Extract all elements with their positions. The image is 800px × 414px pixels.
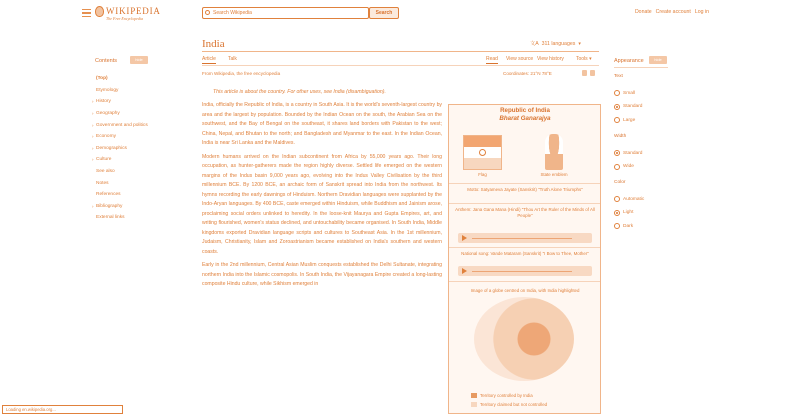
lock-icon[interactable] — [590, 70, 595, 76]
chevron-right-icon[interactable]: › — [92, 111, 94, 117]
language-count: 311 languages — [541, 40, 576, 47]
toc-item-label: Geography — [96, 111, 120, 117]
appearance-title: Appearance — [614, 58, 644, 64]
appearance-option-label: Wide — [623, 164, 634, 169]
chevron-right-icon[interactable]: › — [92, 145, 94, 151]
toc-item-label: (Top) — [96, 76, 108, 82]
appearance-section-title: Text — [614, 74, 623, 79]
toc-item-label: References — [96, 192, 121, 198]
tab-article[interactable]: Article — [202, 56, 216, 62]
toc-item-label: Notes — [96, 180, 109, 186]
hatnote: This article is about the country. For other uses, see India (disambiguation). — [213, 89, 386, 95]
radio-icon[interactable] — [614, 164, 620, 170]
appearance-option[interactable] — [614, 104, 642, 110]
appearance-hide-button[interactable]: hide — [649, 56, 667, 64]
infobox-heading: Republic of India Bharat Ganarajya — [499, 107, 551, 122]
legend-swatch — [471, 393, 477, 398]
appearance-option[interactable] — [614, 150, 642, 156]
toc-item-label: History — [96, 99, 111, 105]
toc-item[interactable] — [92, 166, 182, 178]
emblem-caption[interactable]: State emblem — [540, 172, 568, 177]
chevron-right-icon[interactable]: › — [92, 99, 94, 105]
appearance-option-label: Small — [623, 90, 635, 96]
flag-caption[interactable]: Flag — [478, 172, 487, 177]
donate-link[interactable]: Donate — [634, 9, 652, 15]
infobox-divider — [449, 281, 600, 282]
tab-read[interactable]: Read — [486, 56, 498, 62]
chevron-down-icon: ▾ — [578, 40, 581, 47]
ashoka-chakra-icon — [479, 149, 486, 156]
title-divider — [202, 51, 599, 52]
table-of-contents — [92, 73, 182, 224]
appearance-option-label: Light — [623, 210, 634, 215]
toc-item[interactable] — [92, 96, 182, 108]
toc-item[interactable] — [92, 201, 182, 213]
infobox-divider — [449, 247, 600, 248]
play-icon — [462, 268, 467, 274]
chevron-right-icon[interactable]: › — [92, 134, 94, 140]
toc-item[interactable] — [92, 189, 182, 201]
main-menu-icon[interactable] — [82, 9, 91, 17]
toc-item[interactable] — [92, 108, 182, 120]
radio-icon[interactable] — [614, 104, 620, 110]
infobox-divider — [449, 203, 600, 204]
infobox-divider — [449, 183, 600, 184]
appearance-option[interactable] — [614, 164, 634, 170]
toc-item-label: Bibliography — [96, 203, 123, 209]
toc-item[interactable] — [92, 85, 182, 97]
site-subtitle: From Wikipedia, the free encyclopedia — [202, 71, 281, 76]
coordinates[interactable]: Coordinates: 21°N 78°E — [503, 71, 552, 76]
toc-item-label: Economy — [96, 134, 116, 140]
toc-item[interactable] — [92, 154, 182, 166]
appearance-option[interactable] — [614, 223, 633, 229]
state-emblem-image[interactable] — [545, 134, 563, 170]
appearance-option-label: Large — [623, 117, 636, 123]
appearance-option-label: Dark — [623, 223, 634, 229]
motto: Motto: Satyameva Jayate (Sanskrit) "Truth Alone Triumphs" — [467, 187, 583, 192]
search-icon — [205, 10, 210, 15]
appearance-divider — [614, 67, 668, 68]
page-title: India — [202, 38, 225, 50]
tab-talk[interactable]: Talk — [228, 56, 237, 62]
audio-progress — [472, 238, 572, 239]
search-button[interactable]: Search — [369, 7, 399, 19]
translate-icon: 文A — [530, 41, 539, 47]
toc-hide-button[interactable]: hide — [130, 56, 148, 64]
page-status-icons — [582, 70, 595, 76]
globe-icon[interactable] — [582, 70, 587, 76]
location-globe-map[interactable] — [474, 297, 574, 381]
toc-item[interactable] — [92, 143, 182, 155]
toc-item-label: External links — [96, 215, 125, 221]
log-in-link[interactable]: Log in — [694, 9, 709, 15]
toc-item[interactable] — [92, 131, 182, 143]
radio-icon[interactable] — [614, 210, 620, 216]
appearance-option-label: Standard — [623, 104, 643, 109]
wikipedia-wordmark[interactable]: WIKIPEDIA — [106, 6, 161, 16]
tab-tools[interactable]: Tools ▾ — [576, 56, 592, 62]
search-input[interactable] — [213, 8, 363, 18]
toc-item[interactable] — [92, 212, 182, 224]
language-button[interactable] — [530, 40, 581, 47]
appearance-option-label: Automatic — [623, 196, 645, 202]
toc-item[interactable] — [92, 177, 182, 189]
toc-item-label: Etymology — [96, 87, 119, 93]
radio-icon[interactable] — [614, 117, 620, 123]
legend-claimed: Territory claimed but not controlled — [471, 402, 547, 407]
tabs-divider — [202, 65, 599, 66]
appearance-option[interactable] — [614, 196, 644, 202]
song-audio-player[interactable] — [458, 266, 592, 276]
appearance-option[interactable] — [614, 210, 633, 216]
appearance-option-label: Standard — [623, 150, 643, 156]
wikipedia-globe-logo[interactable] — [95, 6, 104, 17]
toc-title: Contents — [95, 58, 118, 64]
legend-swatch — [471, 402, 477, 407]
appearance-section-title: Color — [614, 180, 626, 185]
radio-icon[interactable] — [614, 90, 620, 96]
tab-view-history[interactable]: View history — [537, 56, 564, 62]
tab-view-source[interactable]: View source — [506, 56, 534, 62]
personal-tools — [635, 9, 709, 15]
map-caption: Image of a globe centred on India, with India highlighted — [470, 288, 580, 293]
chevron-right-icon[interactable]: › — [92, 203, 94, 209]
status-toast: Loading en.wikipedia.org... — [2, 405, 123, 414]
toc-item-label: See also — [96, 169, 115, 175]
toc-item-label: Culture — [96, 157, 112, 163]
anthem: Anthem: Jana Gana Mana (Hindi) "Thou Art the Ruler of the Minds of All People" — [455, 207, 595, 218]
create-account-link[interactable]: Create account — [655, 9, 691, 15]
radio-icon[interactable] — [614, 196, 620, 202]
national-song: National song: Vande Mataram (Sanskrit) "I Bow to Thee, Mother" — [461, 251, 589, 256]
appearance-option[interactable] — [614, 117, 635, 123]
legend-controlled: Territory controlled by India — [471, 393, 533, 398]
chevron-right-icon[interactable]: › — [92, 157, 94, 163]
anthem-audio-player[interactable] — [458, 233, 592, 243]
paragraph-medieval: Early in the 2nd millennium, Central Asian Muslim conquests established the Delhi Sultanate, integrating northern India into the Islamic cosmopolis. In South India, the Vijayanagara Empire created a long-lasting composite Hindu culture, while Sikhism emerged in — [202, 262, 442, 287]
article-body — [202, 101, 442, 294]
toc-item-label: Government and politics — [96, 122, 148, 128]
appearance-option[interactable] — [614, 90, 635, 96]
paragraph-history: Modern humans arrived on the Indian subcontinent from Africa by 55,000 years ago. Their long occupation, as hunter-gatherers made the region highly diverse. Settled life emerged on the western margins of the Indus basin 9,000 years ago, evolving into the Indus Valley Civilisation by the third millennium BCE. By 1200 BCE, an archaic form of Sanskrit spread into India from the northwest. Its hymns recording the early dawnings of Hinduism. Northern Dravidian languages were supplanted by the Indo-Aryan languages. By 400 BCE, caste emerged within Hinduism, while Buddhism and Jainism arose, proclaiming social orders unlinked to heredity. In the loose-knit Maurya and Gupta Empires, art, and writing flourished, women's status declined, and untouchability became organised. In South India, Middle kingdoms exported Dravidian language scripts and cultures to Southeast Asia. In the 1st millennium, Judaism, Christianity, Islam and Zoroastrianism became established on India's southern and western coasts. — [202, 153, 442, 255]
paragraph-lead: India, officially the Republic of India, is a country in South Asia. It is the world's seventh-largest country by area and the largest by population. Bounded by the Indian Ocean on the south, the Arabian Sea on the southwest, and the Bay of Bengal on the southeast, it shares land borders with Pakistan to the west; China, Nepal, and Bhutan to the north; and Bangladesh and Myanmar to the east. In the Indian Ocean, India is near Sri Lanka and the Maldives. — [202, 102, 442, 146]
radio-icon[interactable] — [614, 223, 620, 229]
wikipedia-tagline: The Free Encyclopedia — [106, 16, 144, 21]
radio-icon[interactable] — [614, 150, 620, 156]
toc-item[interactable] — [92, 119, 182, 131]
toc-item-label: Demographics — [96, 145, 127, 151]
appearance-section-title: Width — [614, 134, 627, 139]
play-icon — [462, 235, 467, 241]
toc-item[interactable] — [92, 73, 182, 85]
audio-progress — [472, 271, 572, 272]
chevron-right-icon[interactable]: › — [92, 122, 94, 128]
